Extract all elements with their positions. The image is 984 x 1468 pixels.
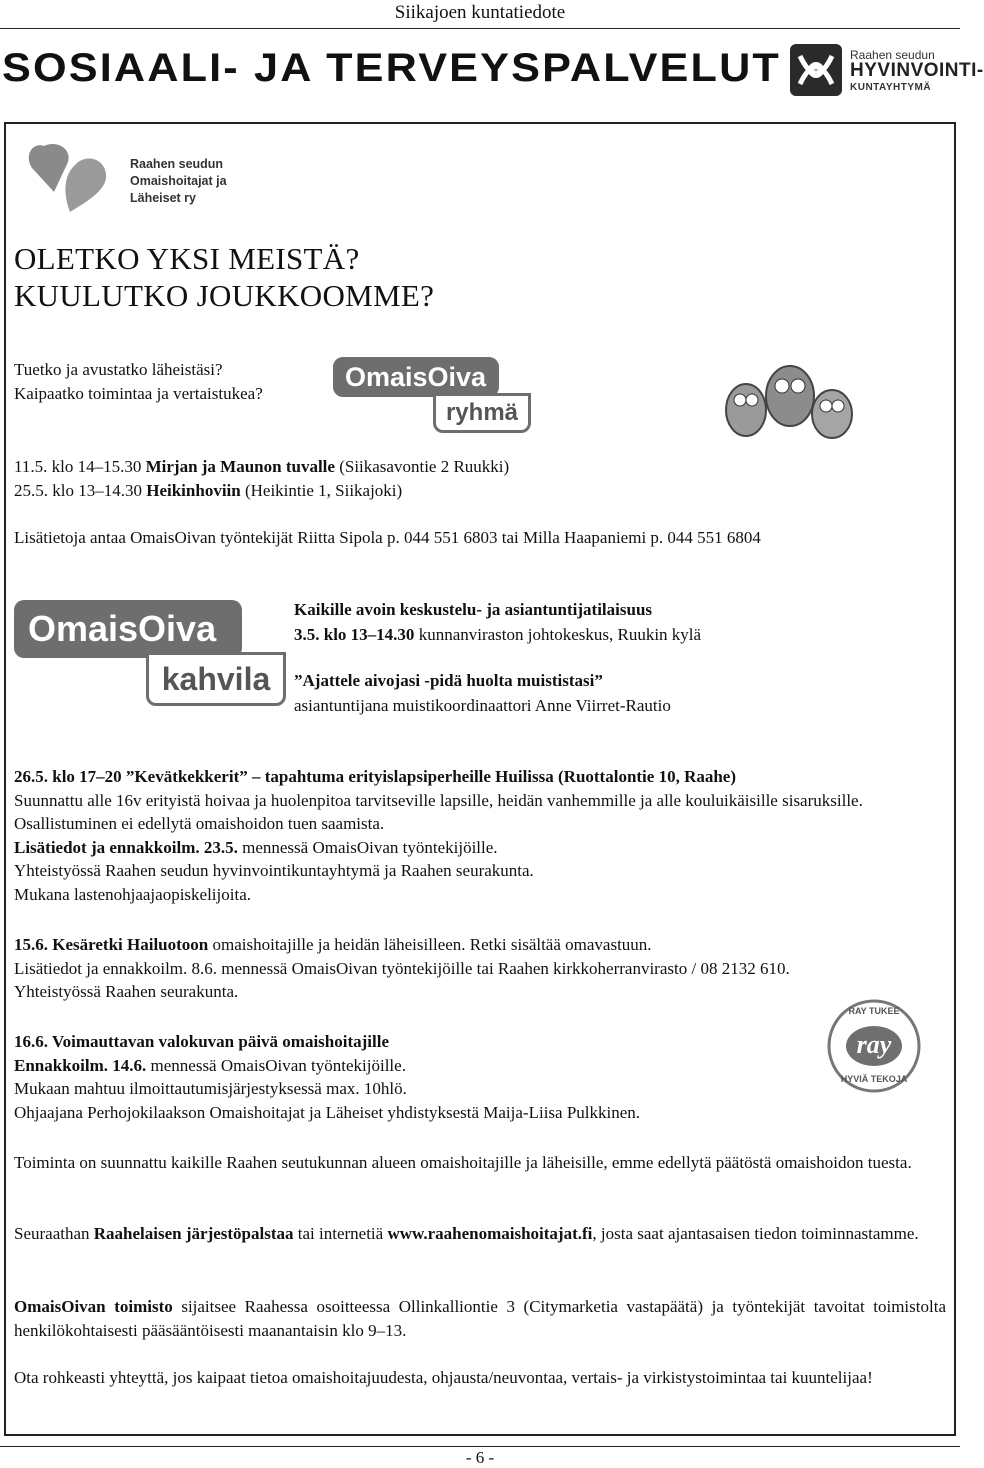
event3-heading: 16.6. Voimauttavan valokuvan päivä omaishoitajille [14,1032,390,1051]
org-logo-line3: Läheiset ry [130,191,197,205]
para2-b: Raahelaisen järjestöpalstaa [93,1224,294,1243]
intro-line2: Kaipaatko toimintaa ja vertaistukea? [14,383,263,403]
event1-extra: Mukana lastenohjaajaopiskelijoita. [14,884,251,904]
group-logo-top: OmaisOiva [333,357,499,397]
org-logo-text [130,156,227,207]
ray-logo [826,998,922,1094]
meeting-host: Heikinhoviin [146,480,241,500]
cafe-logo-bottom: kahvila [146,652,286,706]
bottom-rule [0,1446,960,1447]
ray-logo-top: RAY TUKEE [848,1006,900,1016]
paragraph-office [14,1295,946,1342]
meeting-place: (Siikasavontie 2 Ruukki) [334,457,510,476]
hv-logo-line3: KUNTAYHTYMÄ [850,82,932,93]
paragraph-follow [14,1222,946,1246]
meeting-date: 25.5. klo 13–14.30 [14,480,147,500]
section-title: SOSIAALI- JA TERVEYSPALVELUT [2,46,781,90]
event3-registration [14,1054,814,1078]
hv-logo-line1: Raahen seudun [850,48,935,62]
event-kevatkekkerit [14,765,944,906]
event1-registration [14,836,944,860]
running-head: Siikajoen kuntatiedote [394,2,566,23]
cafe-time-place [294,623,701,648]
meeting-item [14,479,509,503]
hyvinvointikuntayhtyma-logo [790,44,984,98]
para2-e: , josta saat ajantasaisen tiedon toiminnastamme. [592,1224,919,1243]
omaisoiva-ryhma-logo [333,357,533,433]
event3-reg-rest: mennessä OmaisOivan työntekijöille. [146,1055,406,1075]
cafe-speaker: asiantuntijana muistikoordinaattori Anne Viirret-Rautio [294,695,671,715]
meeting-list [14,455,509,502]
knot-icon [790,44,842,96]
meeting-item [14,455,509,479]
hv-logo-line2: HYVINVOINTI- [850,60,984,81]
event2-heading-bold: 15.6. Kesäretki Hailuotoon [14,935,209,954]
owls-illustration [722,360,856,442]
event3-capacity: Mukaan mahtuu ilmoittautumisjärjestyksessä max. 10hlö. [14,1079,407,1098]
top-rule [0,28,960,29]
cafe-place: kunnanviraston johtokeskus, Ruukin kylä [414,624,702,644]
cafe-topic: ”Ajattele aivojasi -pidä huolta muististasi” [294,671,603,690]
intro-line1: Tuetko ja avustatko läheistäsi? [14,360,223,379]
website-link[interactable]: www.raahenomaishoitajat.fi [387,1224,593,1243]
event-kesaretki [14,933,949,1004]
org-logo-line1: Raahen seudun [130,157,224,171]
para2-c: tai internetiä [293,1224,388,1243]
headline-line1: OLETKO YKSI MEISTÄ? [14,241,360,276]
owls-icon [722,360,856,442]
omaisoiva-kahvila-logo [14,600,286,706]
event2-heading-rest: omaishoitajille ja heidän läheisilleen. Retki sisältää omavastuun. [208,935,652,954]
para3-a: OmaisOivan toimisto [14,1297,173,1316]
paragraph-contact: Ota rohkeasti yhteyttä, jos kaipaat tietoa omaishoitajuudesta, ohjausta/neuvontaa, vertais- ja virkistystoimintaa tai kuuntelijaa! [14,1368,873,1387]
event1-text: Suunnattu alle 16v erityistä hoivaa ja huolenpitoa tarvitseville lapsille, heidän vanhemmille ja alle kouluikäisille sisaruksille. Osallistuminen ei edellytä omaishoidon tuen saamista. [14,790,863,833]
event1-coop: Yhteistyössä Raahen seudun hyvinvointikuntayhtymä ja Raahen seurakunta. [14,861,534,880]
contact-line: Lisätietoja antaa OmaisOivan työntekijät Riitta Sipola p. 044 551 6803 tai Milla Haapaniemi p. 044 551 6804 [14,528,761,547]
event1-reg-rest: mennessä OmaisOivan työntekijöille. [237,837,498,857]
event1-reg-bold: Lisätiedot ja ennakkoilm. 23.5. [14,837,238,857]
ray-logo-bottom: HYVIÄ TEKOJA [840,1074,908,1084]
org-logo-line2: Omaishoitajat ja [130,174,227,188]
intro [14,358,263,405]
cafe-logo-top: OmaisOiva [14,600,242,658]
meeting-host: Mirjan ja Maunon tuvalle [145,457,335,476]
event3-guide: Ohjaajana Perhojokilaakson Omaishoitajat ja Läheiset yhdistyksestä Maija-Liisa Pulkkinen. [14,1102,641,1122]
event3-reg-bold: Ennakkoilm. 14.6. [14,1055,147,1075]
meeting-place: (Heikintie 1, Siikajoki) [240,480,403,500]
cafe-info [294,598,701,718]
event1-heading: 26.5. klo 17–20 ”Kevätkekkerit” – tapahtuma erityislapsiperheille Huilissa (Ruottalontie 10, Raahe) [14,767,737,786]
headline-line2: KUULUTKO JOUKKOOMME? [14,278,435,313]
event2-coop: Yhteistyössä Raahen seurakunta. [14,982,239,1001]
ray-logo-center: ray [856,1030,892,1059]
cafe-time: 3.5. klo 13–14.30 [294,624,415,644]
paragraph-target-group: Toiminta on suunnattu kaikille Raahen seutukunnan alueen omaishoitajille ja läheisille, emme edellytä päätöstä omaishoidon tuesta. [14,1153,912,1172]
omaishoitajat-logo [24,140,244,216]
para2-a: Seuraathan [14,1224,94,1243]
event2-registration: Lisätiedot ja ennakkoilm. 8.6. mennessä OmaisOivan työntekijöille tai Raahen kirkkoherranvirasto / 08 2132 610. [14,958,790,978]
para3-b: sijaitsee Raahessa osoitteessa Ollinkalliontie 3 (Citymarketia vastapäätä) ja työntekijät tavoitat toimistolta henkilökohtaisesti pääsääntöisesti maanantaisin klo 9–13. [14,1297,946,1340]
page-number: - 6 - [465,1448,495,1467]
event-valokuva [14,1030,814,1124]
hearts-icon [24,140,124,216]
headline [14,240,434,314]
group-logo-bottom: ryhmä [433,393,531,433]
event2-heading [14,933,949,957]
meeting-date: 11.5. klo 14–15.30 [14,457,146,476]
cafe-title: Kaikille avoin keskustelu- ja asiantuntijatilaisuus [294,600,653,619]
